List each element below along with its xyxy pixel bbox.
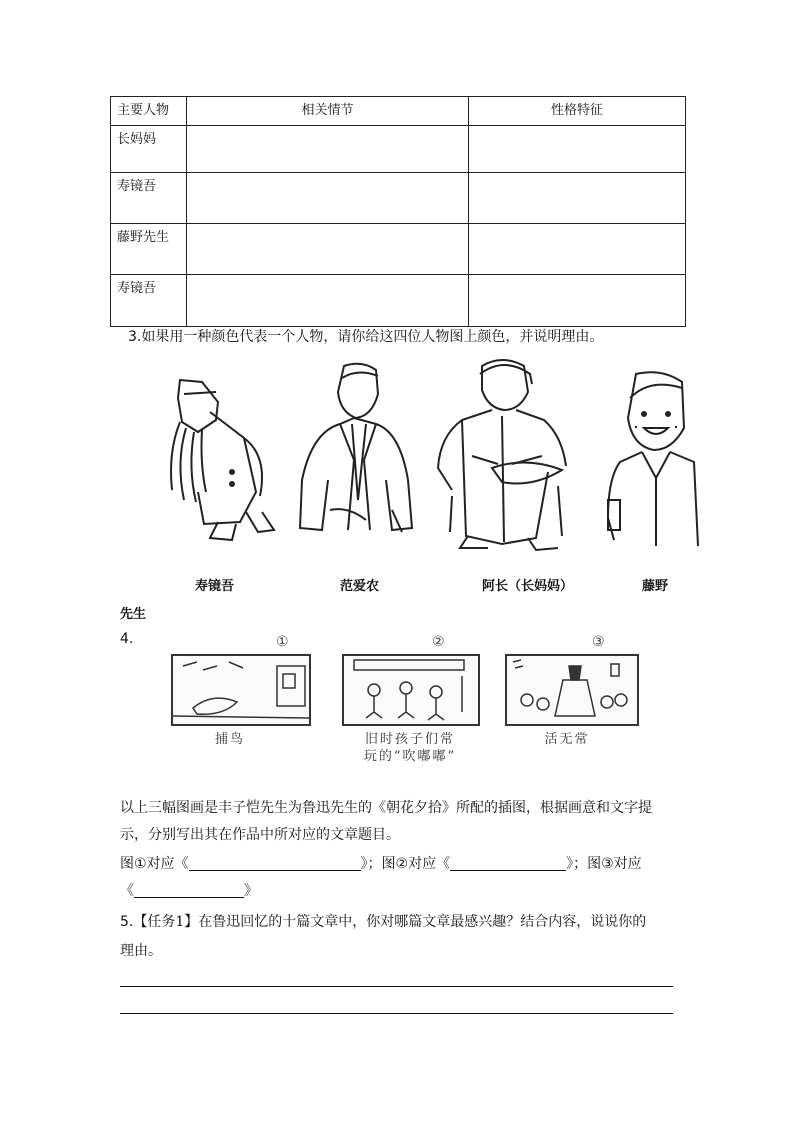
answer-blank-3[interactable] — [134, 881, 244, 898]
picture-children-playing — [342, 654, 480, 726]
fill-label-1: 图①对应《 — [120, 856, 189, 872]
row-name: 藤野先生 — [111, 224, 187, 275]
table-row — [111, 275, 686, 327]
fujino-figure — [600, 368, 700, 548]
picture-caption-3: 活无常 — [544, 732, 590, 747]
col-header-character: 主要人物 — [111, 97, 187, 126]
fill-label-5: 》 — [244, 883, 258, 899]
question-4-fill-line — [120, 851, 642, 878]
table-header-row — [111, 97, 686, 126]
fill-label-4: 《 — [120, 883, 134, 899]
answer-line-2[interactable] — [120, 1013, 673, 1014]
plot-cell[interactable] — [187, 224, 469, 275]
trait-cell[interactable] — [469, 126, 686, 173]
shou-jingwu-figure — [140, 372, 280, 547]
trait-cell[interactable] — [469, 224, 686, 275]
character-table — [110, 96, 686, 327]
question-4-desc-line2: 示，分别写出其在作品中所对应的文章题目。 — [120, 827, 400, 843]
picture-wuchang — [505, 654, 639, 726]
question-5-text: 在鲁迅回忆的十篇文章中，你对哪篇文章最感兴趣？结合内容，说说你的 — [198, 914, 647, 930]
caption-fujino-wrap: 先生 — [120, 607, 147, 622]
row-name: 长妈妈 — [111, 126, 187, 173]
answer-blank-1[interactable] — [189, 854, 361, 871]
a-chang-figure — [432, 356, 572, 552]
plot-cell[interactable] — [187, 275, 469, 327]
table-row — [111, 126, 686, 173]
picture-mark-3: ③ — [592, 634, 605, 650]
question-4-fill-line-2 — [120, 878, 258, 905]
question-5-prefix: 5. — [120, 914, 134, 930]
fill-label-3: 》；图③对应 — [566, 856, 642, 872]
trait-cell[interactable] — [469, 275, 686, 327]
picture-bird-catching — [171, 654, 311, 726]
picture-caption-1: 捕鸟 — [214, 732, 245, 747]
plot-cell[interactable] — [187, 126, 469, 173]
question-3-text: 3.如果用一种颜色代表一个人物，请你给这四位人物图上颜色，并说明理由。 — [128, 329, 604, 345]
picture-caption-2a: 旧时孩子们常 — [364, 732, 455, 747]
fill-label-2: 》；图②对应《 — [360, 856, 451, 872]
fan-ainong-figure — [292, 360, 422, 540]
row-name: 寿镜吾 — [111, 275, 187, 327]
question-5-line1 — [120, 909, 646, 936]
caption-fan-ainong: 范爱农 — [340, 579, 380, 594]
caption-fujino: 藤野 — [642, 579, 669, 594]
trait-cell[interactable] — [469, 173, 686, 224]
question-5-line2: 理由。 — [120, 943, 162, 959]
caption-a-chang: 阿长（长妈妈） — [482, 579, 574, 594]
row-name: 寿镜吾 — [111, 173, 187, 224]
table-row — [111, 173, 686, 224]
task-label: 【任务1】 — [133, 914, 199, 930]
picture-mark-1: ① — [276, 634, 289, 650]
question-4-desc-line1: 以上三幅图画是丰子恺先生为鲁迅先生的《朝花夕拾》所配的插图，根据画意和文字提 — [120, 800, 652, 816]
answer-blank-2[interactable] — [450, 854, 566, 871]
table-row — [111, 224, 686, 275]
answer-line-1[interactable] — [120, 986, 673, 987]
picture-caption-2b: 玩的“吹嘟嘟” — [363, 749, 457, 764]
col-header-trait: 性格特征 — [469, 97, 686, 126]
picture-mark-2: ② — [432, 634, 445, 650]
question-4-number: 4. — [120, 631, 134, 647]
caption-shou-jingwu: 寿镜吾 — [195, 579, 235, 594]
col-header-plot: 相关情节 — [187, 97, 469, 126]
plot-cell[interactable] — [187, 173, 469, 224]
